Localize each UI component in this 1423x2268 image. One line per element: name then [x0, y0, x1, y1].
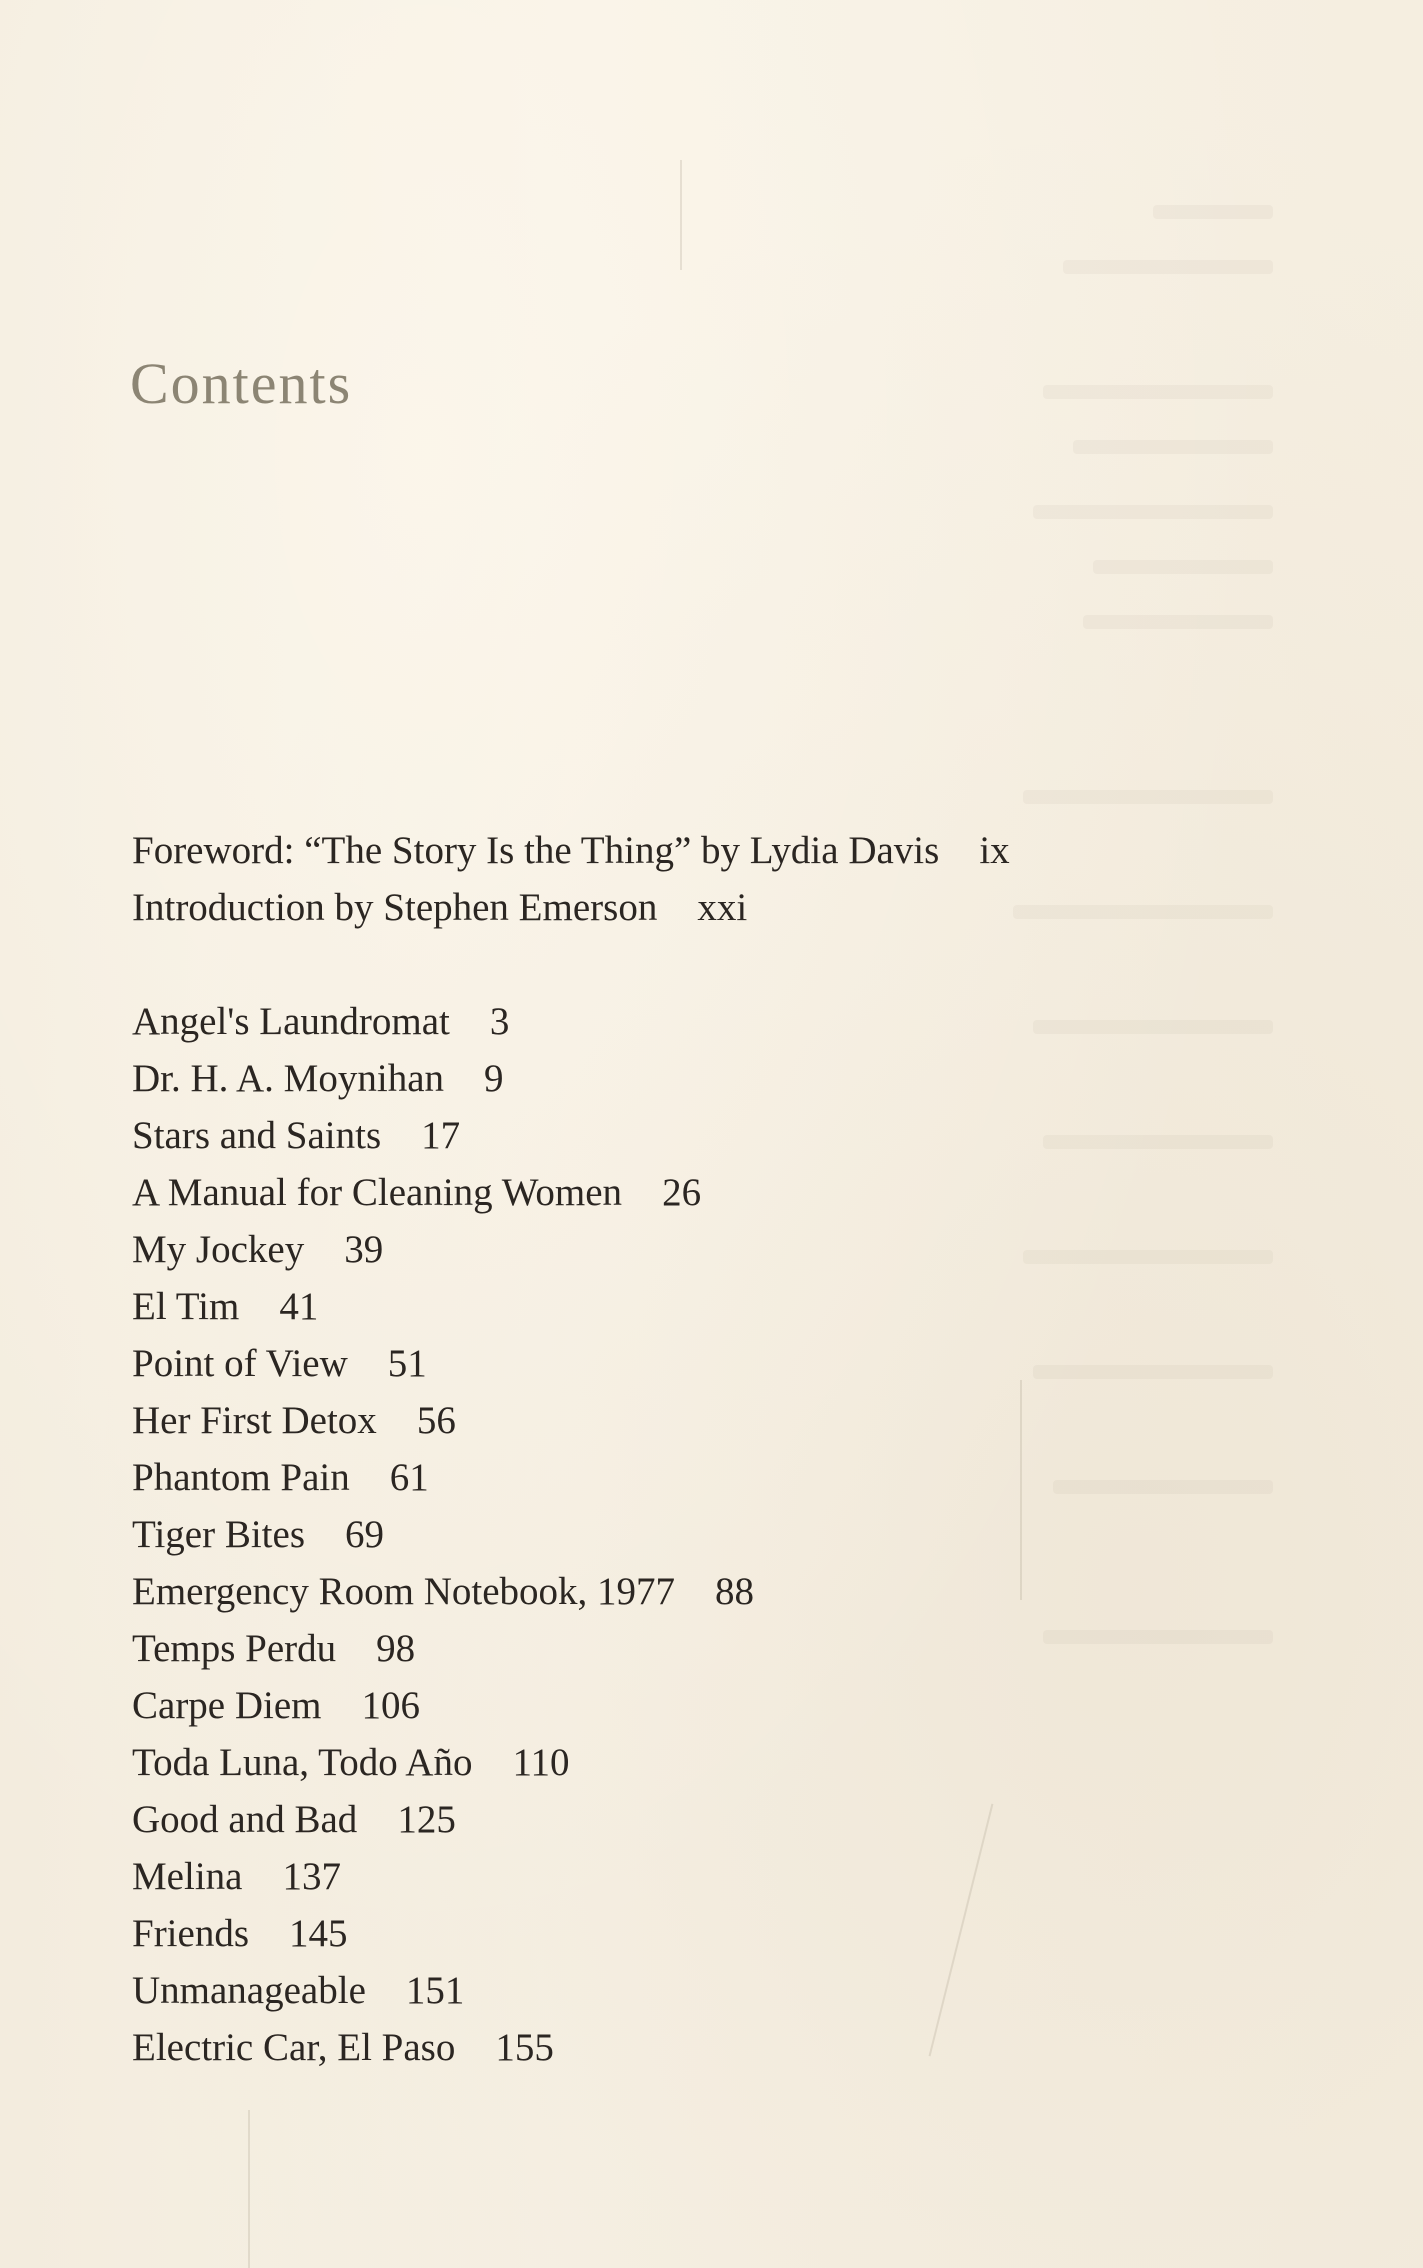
entry-page-number: 41 — [279, 1285, 319, 1328]
toc-entry — [132, 1848, 1132, 1905]
toc-entry — [132, 1164, 1132, 1221]
entry-page-number: 3 — [489, 1000, 510, 1043]
entry-title: El Tim — [132, 1285, 240, 1328]
entry-title: Angel's Laundromat — [132, 1000, 450, 1043]
entry-title: Tiger Bites — [132, 1513, 306, 1556]
entry-page-number: 98 — [376, 1627, 416, 1670]
toc-entry-foreword — [132, 822, 1132, 879]
toc-entry — [132, 1449, 1132, 1506]
entry-title: Carpe Diem — [132, 1684, 322, 1727]
toc-entry — [132, 2019, 1132, 2076]
entry-title: Good and Bad — [132, 1798, 358, 1841]
toc-entry — [132, 1506, 1132, 1563]
entry-page-number: ix — [979, 829, 1010, 872]
show-through-mark — [1093, 560, 1273, 574]
entry-page-number: 51 — [387, 1342, 427, 1385]
entry-page-number: 155 — [495, 2026, 554, 2069]
toc-entry — [132, 1620, 1132, 1677]
entry-page-number: 106 — [361, 1684, 421, 1727]
entry-title: Dr. H. A. Moynihan — [132, 1057, 444, 1100]
entry-page-number: 39 — [344, 1228, 384, 1271]
toc-entry — [132, 1962, 1132, 2019]
entry-title: Phantom Pain — [132, 1456, 350, 1499]
entry-page-number: 145 — [289, 1912, 348, 1955]
toc-entry — [132, 1563, 1132, 1620]
entry-title: Stars and Saints — [132, 1114, 382, 1157]
entry-title: A Manual for Cleaning Women — [132, 1171, 623, 1214]
entry-page-number: 17 — [421, 1114, 461, 1157]
entry-title: Point of View — [132, 1342, 348, 1385]
toc-entry — [132, 1107, 1132, 1164]
entry-title: Friends — [132, 1912, 249, 1955]
entry-page-number: 137 — [282, 1855, 341, 1898]
toc-entry — [132, 1221, 1132, 1278]
entry-title: Introduction by Stephen Emerson — [132, 886, 658, 929]
show-through-mark — [1083, 615, 1273, 629]
entry-page-number: 151 — [405, 1969, 465, 2012]
show-through-mark — [1153, 205, 1273, 219]
show-through-mark — [1023, 790, 1273, 804]
table-of-contents — [132, 822, 1132, 2076]
toc-entry — [132, 1335, 1132, 1392]
toc-entry — [132, 1392, 1132, 1449]
paper-crease — [680, 160, 682, 270]
toc-entry — [132, 993, 1132, 1050]
toc-entry — [132, 1791, 1132, 1848]
show-through-mark — [1063, 260, 1273, 274]
show-through-mark — [1073, 440, 1273, 454]
entry-title: Unmanageable — [132, 1969, 366, 2012]
toc-entry — [132, 1278, 1132, 1335]
entry-title: Foreword: “The Story Is the Thing” by Lydia Davis — [132, 829, 940, 872]
entry-page-number: 88 — [715, 1570, 755, 1613]
entry-page-number: 125 — [397, 1798, 456, 1841]
entry-page-number: 9 — [484, 1057, 504, 1100]
toc-entry — [132, 1050, 1132, 1107]
entry-page-number: 26 — [662, 1171, 702, 1214]
toc-entry — [132, 1677, 1132, 1734]
toc-entry — [132, 1734, 1132, 1791]
section-spacer — [132, 936, 1132, 993]
toc-entry — [132, 1905, 1132, 1962]
entry-page-number: 110 — [512, 1741, 570, 1784]
show-through-mark — [1033, 505, 1273, 519]
entry-title: Melina — [132, 1855, 243, 1898]
show-through-mark — [1043, 385, 1273, 399]
toc-entry-introduction — [132, 879, 1132, 936]
entry-page-number: xxi — [697, 886, 748, 929]
entry-title: Toda Luna, Todo Año — [132, 1741, 473, 1784]
entry-page-number: 56 — [416, 1399, 456, 1442]
entry-title: My Jockey — [132, 1228, 305, 1271]
paper-crease — [248, 2110, 250, 2268]
entry-title: Emergency Room Notebook, 1977 — [132, 1570, 676, 1613]
entry-page-number: 61 — [389, 1456, 429, 1499]
page-title: Contents — [130, 351, 353, 416]
entry-title: Temps Perdu — [132, 1627, 337, 1670]
entry-title: Her First Detox — [132, 1399, 377, 1442]
entry-page-number: 69 — [345, 1513, 385, 1556]
entry-title: Electric Car, El Paso — [132, 2026, 456, 2069]
